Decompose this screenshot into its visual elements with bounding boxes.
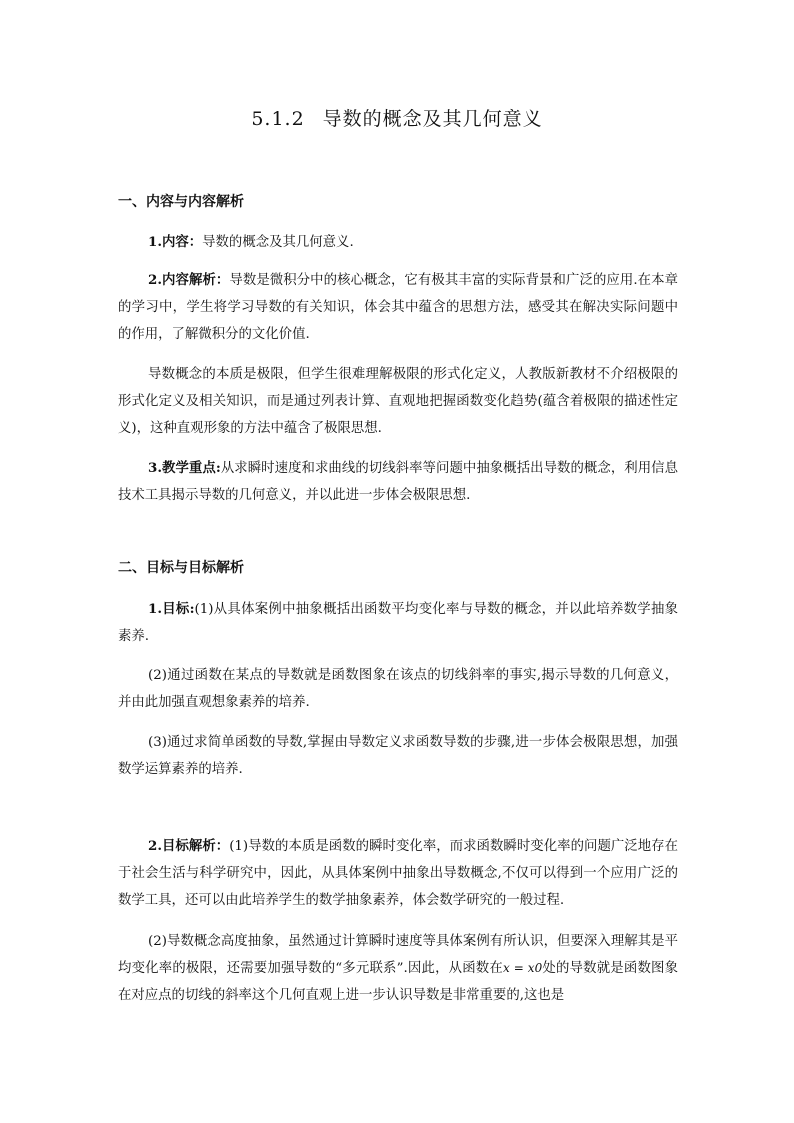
- paragraph-goal-analysis-2: [118, 928, 678, 1009]
- paragraph-text: 导数概念的本质是极限，但学生很难理解极限的形式化定义，人教版新教材不介绍极限的形式化定义及相关知识，而是通过列表计算、直观地把握函数变化趋势(蕴含着极限的描述性定义)，这种直观形象的方法中蕴含了极限思想.: [118, 367, 678, 436]
- section-heading-content: 一、内容与内容解析: [118, 194, 244, 210]
- paragraph-label: 1.目标:: [148, 601, 195, 617]
- paragraph-text: 导数是微积分中的核心概念，它有极其丰富的实际背景和广泛的应用.在本章的学习中，学生将学习导数的有关知识，体会其中蕴含的思想方法，感受其在解决实际问题中的作用，了解微积分的文化价值.: [118, 273, 678, 342]
- paragraph-limit-concept: [118, 361, 678, 442]
- paragraph-goal-3: [118, 729, 678, 783]
- paragraph-text: (3)通过求简单函数的导数,掌握由导数定义求函数导数的步骤,进一步体会极限思想，加强数学运算素养的培养.: [118, 735, 678, 777]
- paragraph-text: (1)从具体案例中抽象概括出函数平均变化率与导数的概念，并以此培养数学抽象素养.: [118, 602, 678, 644]
- paragraph-text: 从求瞬时速度和求曲线的切线斜率等问题中抽象概括出导数的概念，利用信息技术工具揭示导数的几何意义，并以此进一步体会极限思想.: [118, 461, 679, 503]
- section-heading-goals: 二、目标与目标解析: [118, 560, 244, 576]
- title-text: 导数的概念及其几何意义: [322, 108, 543, 130]
- paragraph-content: [118, 229, 678, 256]
- page-title: [0, 104, 794, 131]
- math-expression: [503, 961, 542, 975]
- paragraph-goal-1: [118, 596, 678, 650]
- paragraph-label: 2.内容解析：: [148, 272, 230, 288]
- paragraph-goal-2: [118, 662, 678, 716]
- paragraph-text: (1)导数的本质是函数的瞬时变化率，而求函数瞬时变化率的问题广泛地存在于社会生活与科学研究中，因此，从具体案例中抽象出导数概念,不仅可以得到一个应用广泛的数学工具，还可以由此培养学生的数学抽象素养，体会数学研究的一般过程.: [118, 839, 678, 908]
- paragraph-content-analysis: [118, 267, 678, 348]
- paragraph-teaching-focus: [118, 455, 678, 509]
- paragraph-label: 3.教学重点:: [148, 460, 221, 476]
- paragraph-label: 2.目标解析：: [148, 838, 230, 854]
- paragraph-text-after: 处的导数就是函数图象在对应点的切线的斜率这个几何直观上进一步认识导数是非常重要的,这也是: [118, 961, 678, 1003]
- title-number: 5.1.2: [251, 108, 305, 130]
- math-text: x = x0: [502, 961, 543, 975]
- paragraph-text: 导数的概念及其几何意义.: [202, 235, 354, 250]
- paragraph-label: 1.内容：: [148, 234, 203, 250]
- paragraph-text-before: (2)导数概念高度抽象，虽然通过计算瞬时速度等具体案例有所认识，但要深入理解其是平均变化率的极限，还需要加强导数的“多元联系”.因此，从函数在: [118, 934, 678, 976]
- paragraph-goal-analysis-1: [118, 833, 678, 914]
- paragraph-text: (2)通过函数在某点的导数就是函数图象在该点的切线斜率的事实,揭示导数的几何意义，并由此加强直观想象素养的培养.: [118, 668, 678, 710]
